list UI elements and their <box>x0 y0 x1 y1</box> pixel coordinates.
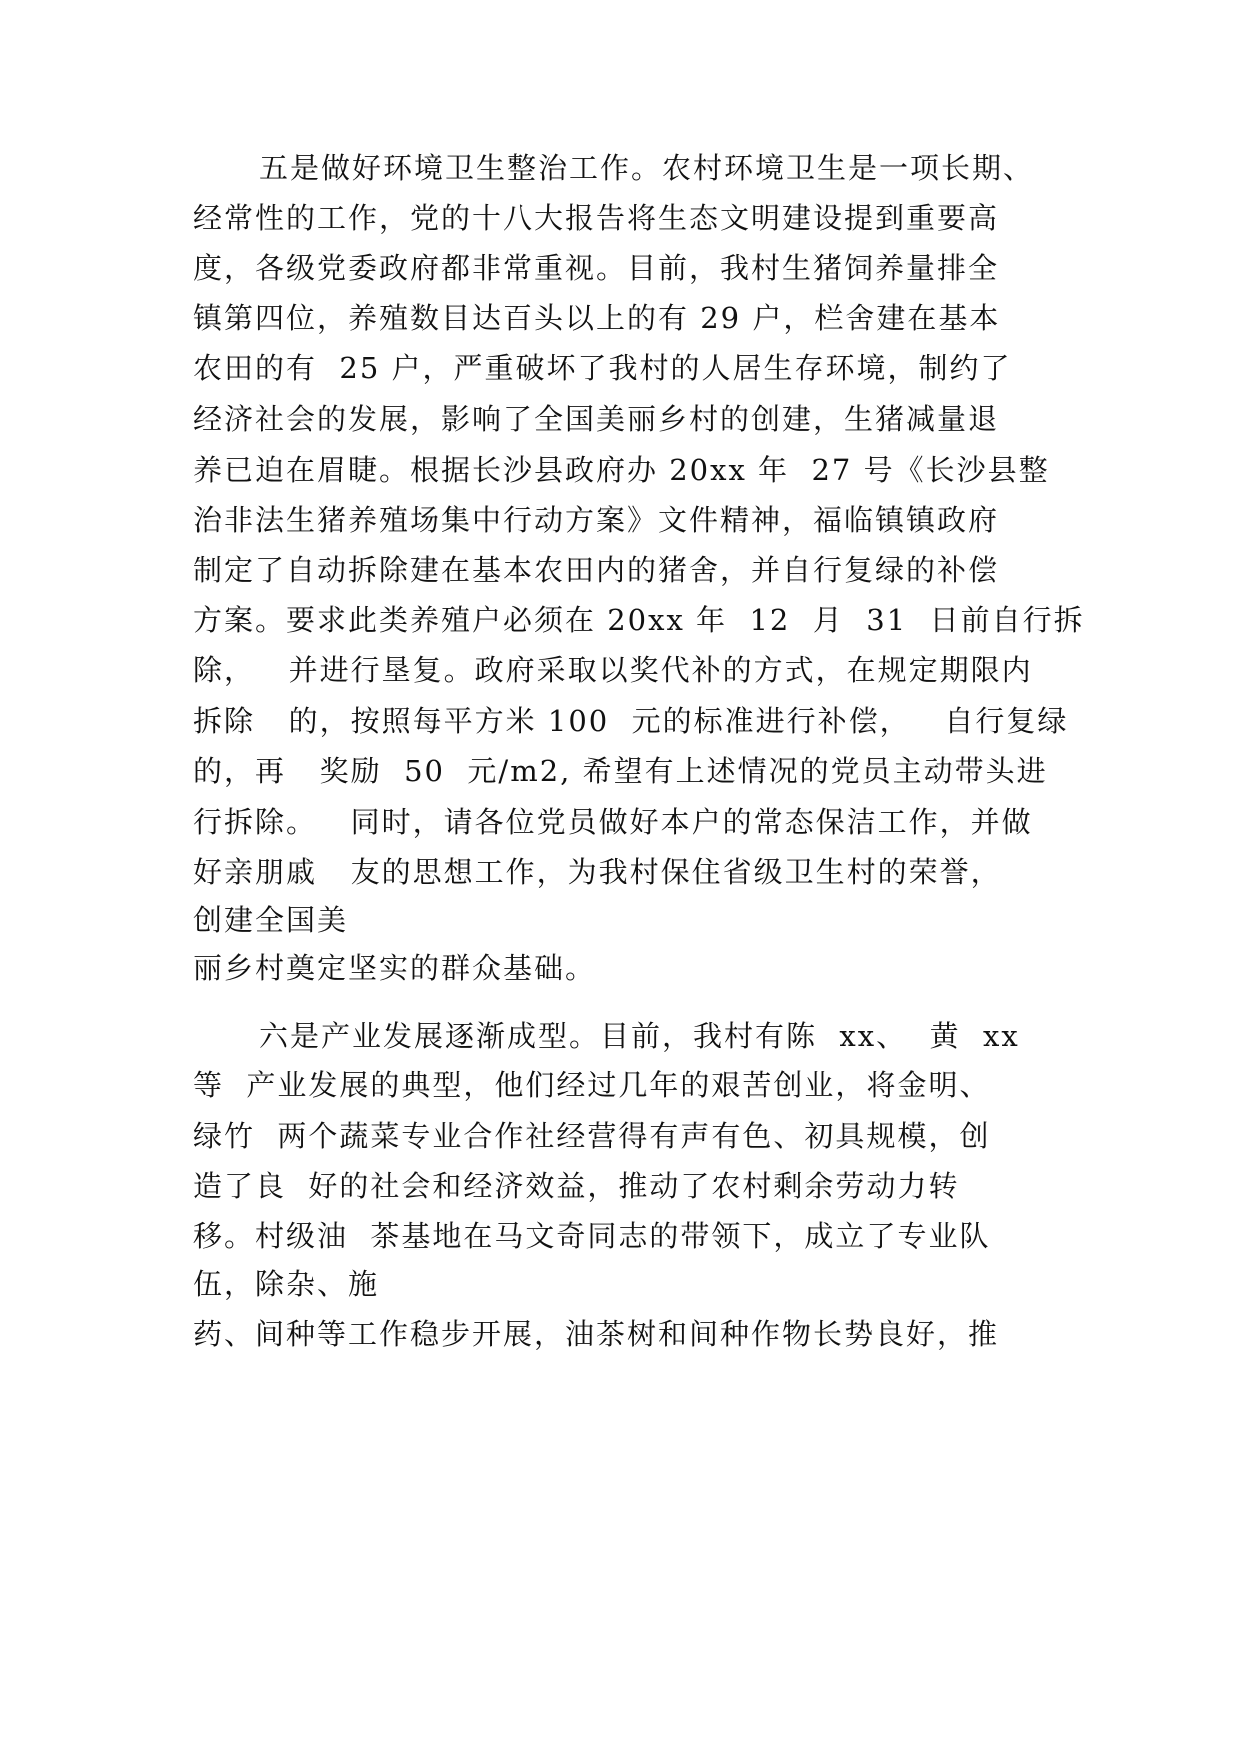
text-line: 五是做好环境卫生整治工作。农村环境卫生是一项长期、 <box>259 151 1035 185</box>
text-line: 药、间种等工作稳步开展，油茶树和间种作物长势良好，推 <box>193 1317 1000 1351</box>
text-line: 经常性的工作，党的十八大报告将生态文明建设提到重要高 <box>193 201 1000 235</box>
text-line: 好亲朋戚 友的思想工作，为我村保住省级卫生村的荣誉， <box>193 855 1002 889</box>
text-line: 伍，除杂、施 <box>193 1267 380 1301</box>
text-line: 除， 并进行垦复。政府采取以奖代补的方式，在规定期限内 <box>193 653 1033 687</box>
text-line: 的，再 奖励 50 元/m2, 希望有上述情况的党员主动带头进 <box>193 754 1048 788</box>
text-line: 移。村级油 茶基地在马文奇同志的带领下，成立了专业队 <box>193 1219 991 1253</box>
text-line: 行拆除。 同时，请各位党员做好本户的常态保洁工作，并做 <box>193 805 1033 839</box>
text-line: 绿竹 两个蔬菜专业合作社经营得有声有色、初具规模，创 <box>193 1119 991 1153</box>
text-line: 拆除 的，按照每平方米 100 元的标准进行补偿， 自行复绿 <box>193 704 1069 738</box>
text-line: 治非法生猪养殖场集中行动方案》文件精神，福临镇镇政府 <box>193 503 1000 537</box>
text-line: 等 产业发展的典型，他们经过几年的艰苦创业，将金明、 <box>193 1068 991 1102</box>
text-line: 经济社会的发展，影响了全国美丽乡村的创建，生猪减量退 <box>193 402 1000 436</box>
text-line: 创建全国美 <box>193 903 349 937</box>
text-line: 农田的有 25 户，严重破坏了我村的人居生存环境，制约了 <box>193 351 1012 385</box>
text-line: 养已迫在眉睫。根据长沙县政府办 20xx 年 27 号《长沙县整 <box>193 453 1050 487</box>
text-line: 度，各级党委政府都非常重视。目前，我村生猪饲养量排全 <box>193 251 1000 285</box>
text-line: 方案。要求此类养殖户必须在 20xx 年 12 月 31 日前自行拆 <box>193 603 1085 637</box>
text-line: 造了良 好的社会和经济效益，推动了农村剩余劳动力转 <box>193 1169 960 1203</box>
text-line: 制定了自动拆除建在基本农田内的猪舍，并自行复绿的补偿 <box>193 553 1000 587</box>
text-line: 丽乡村奠定坚实的群众基础。 <box>193 951 597 985</box>
text-line: 六是产业发展逐渐成型。目前，我村有陈 xx、 黄 xx <box>259 1019 1020 1053</box>
text-line: 镇第四位，养殖数目达百头以上的有 29 户，栏舍建在基本 <box>193 301 1001 335</box>
